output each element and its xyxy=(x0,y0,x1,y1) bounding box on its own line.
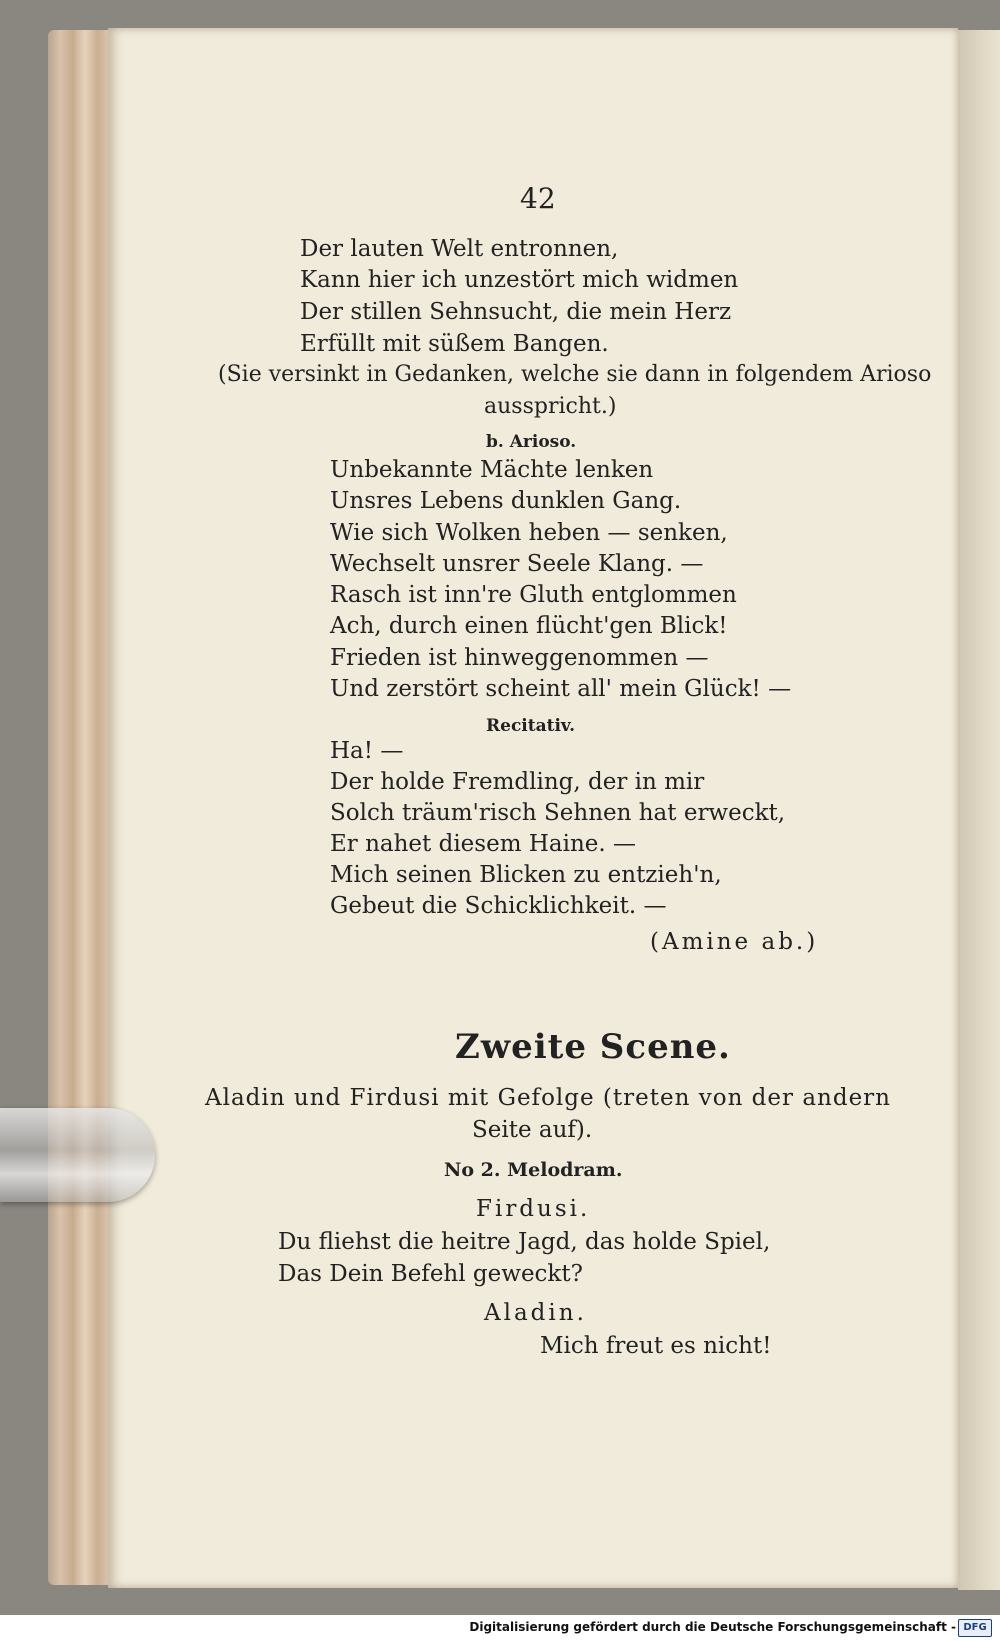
speech-line: Mich freut es nicht! xyxy=(540,1333,772,1359)
page-number: 42 xyxy=(520,182,556,215)
speech-line: Das Dein Befehl geweckt? xyxy=(278,1261,583,1287)
verse-line: Ach, durch einen flücht'gen Blick! xyxy=(330,613,728,639)
scene-description: Aladin und Firdusi mit Gefolge (treten von der andern xyxy=(205,1085,891,1111)
verse-line: Gebeut die Schicklichkeit. — xyxy=(330,893,667,919)
verse-line: Kann hier ich unzestört mich widmen xyxy=(300,267,739,293)
speaker-name: Firdusi. xyxy=(476,1196,591,1222)
stage-direction: ausspricht.) xyxy=(484,394,617,419)
verse-line: Rasch ist inn're Gluth entglommen xyxy=(330,582,737,608)
verse-line: Unsres Lebens dunklen Gang. xyxy=(330,488,682,514)
exit-direction: (Amine ab.) xyxy=(650,929,819,955)
recitativ-heading: Recitativ. xyxy=(486,716,576,736)
arioso-heading: b. Arioso. xyxy=(486,432,577,452)
stage-direction: (Sie versinkt in Gedanken, welche sie dann in folgendem Arioso xyxy=(218,362,932,387)
speech-line: Du fliehst die heitre Jagd, das holde Spiel, xyxy=(278,1229,771,1255)
verse-line: Frieden ist hinweggenommen — xyxy=(330,645,709,671)
verse-line: Solch träum'risch Sehnen hat erweckt, xyxy=(330,800,786,826)
speaker-name: Aladin. xyxy=(484,1300,587,1326)
number-heading: No 2. Melodram. xyxy=(444,1159,623,1181)
verse-line: Erfüllt mit süßem Bangen. xyxy=(300,331,609,357)
footer-bar xyxy=(0,1615,1000,1641)
funding-notice: Digitalisierung gefördert durch die Deutsche Forschungsgemeinschaft - xyxy=(469,1620,956,1634)
book-page-edges xyxy=(48,30,110,1585)
verse-line: Wie sich Wolken heben — senken, xyxy=(330,520,728,546)
dfg-logo: DFG xyxy=(958,1619,992,1637)
glass-page-holder xyxy=(0,1108,155,1202)
scene-description: Seite auf). xyxy=(472,1117,593,1143)
verse-line: Ha! — xyxy=(330,738,404,764)
scene-title: Zweite Scene. xyxy=(455,1027,731,1067)
verse-line: Der lauten Welt entronnen, xyxy=(300,236,619,262)
verse-line: Wechselt unsrer Seele Klang. — xyxy=(330,551,704,577)
verse-line: Er nahet diesem Haine. — xyxy=(330,831,636,857)
verse-line: Mich seinen Blicken zu entzieh'n, xyxy=(330,862,722,888)
verse-line: Der stillen Sehnsucht, die mein Herz xyxy=(300,299,732,325)
facing-page-edge xyxy=(958,30,1000,1590)
verse-line: Der holde Fremdling, der in mir xyxy=(330,769,705,795)
verse-line: Unbekannte Mächte lenken xyxy=(330,457,654,483)
verse-line: Und zerstört scheint all' mein Glück! — xyxy=(330,676,792,702)
